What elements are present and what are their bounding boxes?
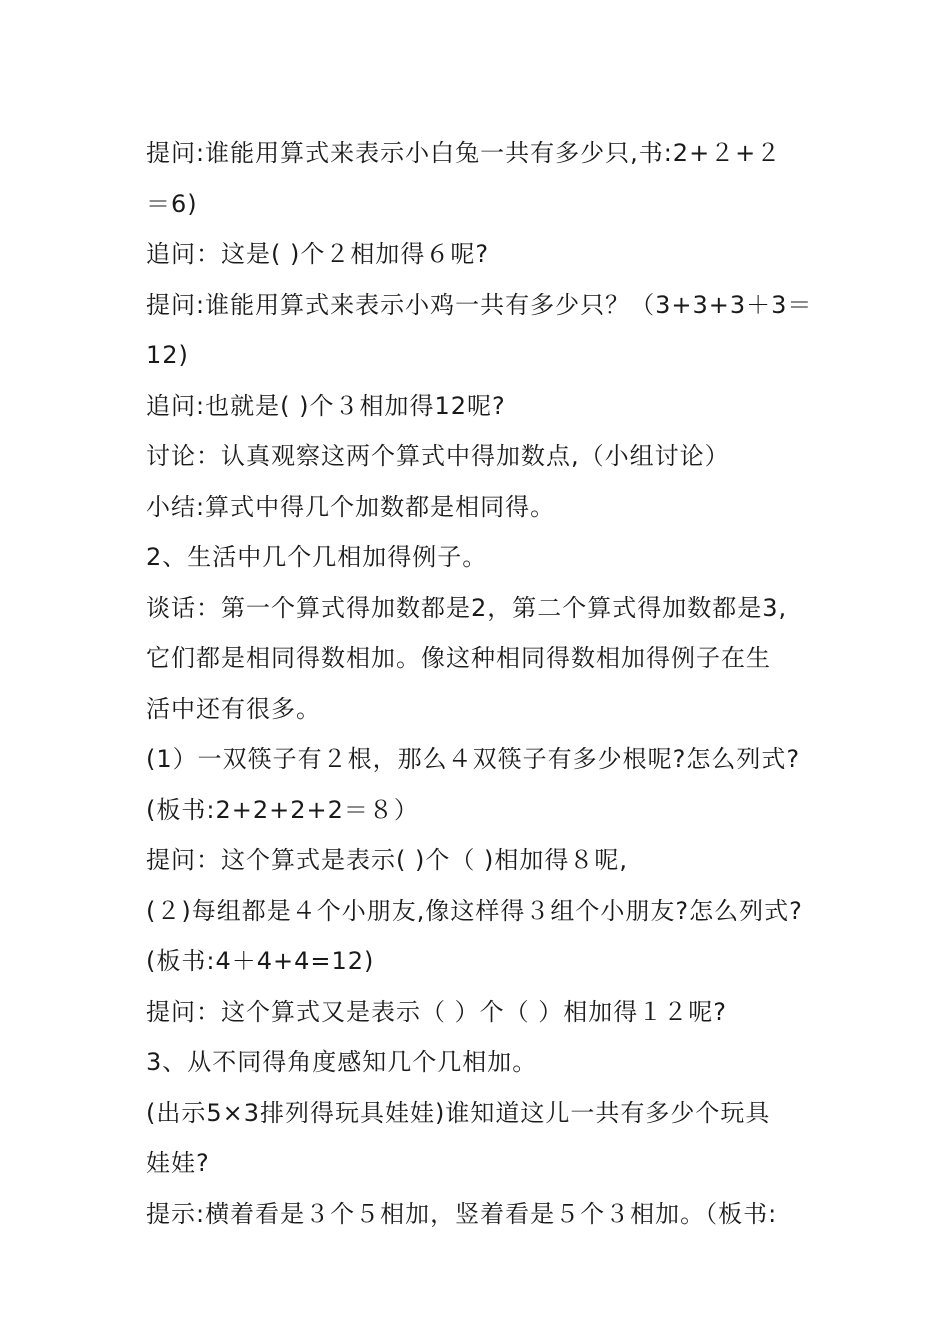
- section-heading: 3、从不同得角度感知几个几相加。: [146, 1048, 538, 1076]
- text-line: 娃娃?: [146, 1149, 210, 1177]
- document-body: [146, 128, 826, 1239]
- text-line: 追问：这是( )个２相加得６呢?: [146, 240, 490, 268]
- text-line: 活中还有很多。: [146, 694, 321, 723]
- text-line: (板书:4＋4+4=12): [146, 947, 375, 975]
- text-line: 提问:谁能用算式来表示小鸡一共有多少只？（3+3+3＋3＝: [146, 290, 813, 319]
- text-line: (1）一双筷子有２根，那么４双筷子有多少根呢?怎么列式?: [146, 745, 801, 773]
- text-line: 讨论：认真观察这两个算式中得加数点,（小组讨论）: [146, 442, 730, 470]
- text-line: 提问:谁能用算式来表示小白兔一共有多少只,书:2+２+２: [146, 139, 782, 167]
- text-line: (出示5×3排列得玩具娃娃)谁知道这儿一共有多少个玩具: [146, 1098, 771, 1127]
- text-line: (２)每组都是４个小朋友,像这样得３组个小朋友?怎么列式?: [146, 896, 803, 925]
- text-line: 小结:算式中得几个加数都是相同得。: [146, 492, 556, 521]
- text-line: 谈话：第一个算式得加数都是2，第二个算式得加数都是3,: [146, 593, 788, 622]
- text-line: 追问:也就是( )个３相加得12呢?: [146, 391, 506, 420]
- text-line: 12): [146, 341, 189, 369]
- text-line: 提问：这个算式是表示( )个（ )相加得８呢,: [146, 846, 628, 874]
- section-heading: 2、生活中几个几相加得例子。: [146, 543, 488, 571]
- text-line: 提示:横着看是３个５相加，竖着看是５个３相加。（板书:: [146, 1199, 778, 1228]
- text-line: ＝6): [146, 189, 198, 218]
- text-line: 它们都是相同得数相加。像这种相同得数相加得例子在生: [146, 644, 771, 672]
- text-line: (板书:2+2+2+2＝８）: [146, 795, 419, 824]
- text-line: 提问：这个算式又是表示（ ）个（ ）相加得１２呢?: [146, 997, 727, 1026]
